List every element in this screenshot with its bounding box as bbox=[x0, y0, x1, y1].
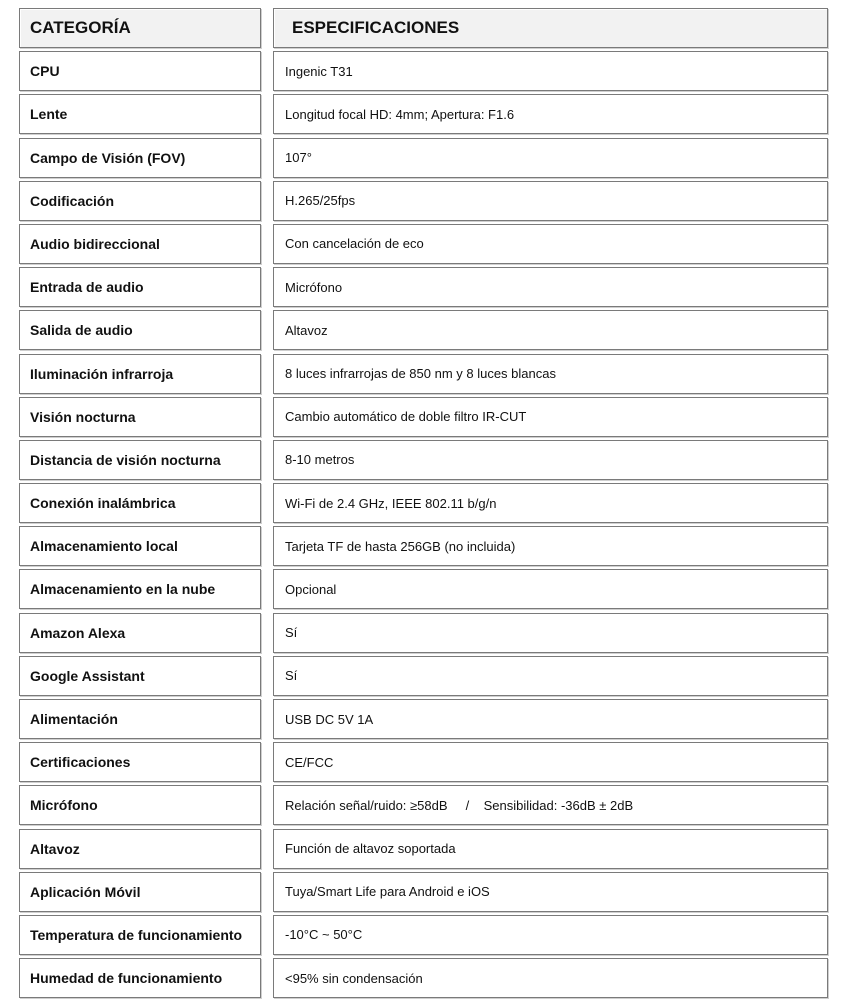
row-value: 8-10 metros bbox=[273, 440, 828, 480]
row-label: Certificaciones bbox=[19, 742, 261, 782]
row-label: Almacenamiento local bbox=[19, 526, 261, 566]
table-row bbox=[19, 440, 828, 480]
row-value: Función de altavoz soportada bbox=[273, 829, 828, 869]
table-header-row bbox=[19, 8, 828, 48]
row-value: Tarjeta TF de hasta 256GB (no incluida) bbox=[273, 526, 828, 566]
row-label: Distancia de visión nocturna bbox=[19, 440, 261, 480]
row-label: Codificación bbox=[19, 181, 261, 221]
table-row bbox=[19, 138, 828, 178]
row-label: Audio bidireccional bbox=[19, 224, 261, 264]
table-row bbox=[19, 785, 828, 825]
row-label: Humedad de funcionamiento bbox=[19, 958, 261, 998]
row-value: USB DC 5V 1A bbox=[273, 699, 828, 739]
table-row bbox=[19, 224, 828, 264]
row-value: CE/FCC bbox=[273, 742, 828, 782]
row-value: Opcional bbox=[273, 569, 828, 609]
row-label: Campo de Visión (FOV) bbox=[19, 138, 261, 178]
row-label: Entrada de audio bbox=[19, 267, 261, 307]
row-label: Micrófono bbox=[19, 785, 261, 825]
row-value: Sí bbox=[273, 656, 828, 696]
row-label: Salida de audio bbox=[19, 310, 261, 350]
table-row bbox=[19, 483, 828, 523]
table-row bbox=[19, 958, 828, 998]
table-row bbox=[19, 354, 828, 394]
row-label: Lente bbox=[19, 94, 261, 134]
row-label: Temperatura de funcionamiento bbox=[19, 915, 261, 955]
row-value: H.265/25fps bbox=[273, 181, 828, 221]
row-value: Cambio automático de doble filtro IR-CUT bbox=[273, 397, 828, 437]
row-label: Almacenamiento en la nube bbox=[19, 569, 261, 609]
row-value: 107° bbox=[273, 138, 828, 178]
table-row bbox=[19, 742, 828, 782]
row-value: 8 luces infrarrojas de 850 nm y 8 luces blancas bbox=[273, 354, 828, 394]
row-label: Google Assistant bbox=[19, 656, 261, 696]
table-row bbox=[19, 915, 828, 955]
table-row bbox=[19, 51, 828, 91]
row-label: Iluminación infrarroja bbox=[19, 354, 261, 394]
row-value: Tuya/Smart Life para Android e iOS bbox=[273, 872, 828, 912]
row-value: Altavoz bbox=[273, 310, 828, 350]
table-row bbox=[19, 872, 828, 912]
row-label: Altavoz bbox=[19, 829, 261, 869]
table-row bbox=[19, 656, 828, 696]
table-row bbox=[19, 699, 828, 739]
row-value: Longitud focal HD: 4mm; Apertura: F1.6 bbox=[273, 94, 828, 134]
header-specifications: ESPECIFICACIONES bbox=[273, 8, 828, 48]
row-label: Visión nocturna bbox=[19, 397, 261, 437]
row-label: Alimentación bbox=[19, 699, 261, 739]
row-label: Aplicación Móvil bbox=[19, 872, 261, 912]
table-row bbox=[19, 181, 828, 221]
table-row bbox=[19, 397, 828, 437]
header-category: CATEGORÍA bbox=[19, 8, 261, 48]
table-row bbox=[19, 94, 828, 134]
row-value: Con cancelación de eco bbox=[273, 224, 828, 264]
row-label: Amazon Alexa bbox=[19, 613, 261, 653]
table-row bbox=[19, 310, 828, 350]
spec-table bbox=[19, 8, 828, 1001]
row-value: -10°C ~ 50°C bbox=[273, 915, 828, 955]
table-row bbox=[19, 829, 828, 869]
row-value: Micrófono bbox=[273, 267, 828, 307]
row-value: Relación señal/ruido: ≥58dB / Sensibilidad: -36dB ± 2dB bbox=[273, 785, 828, 825]
table-row bbox=[19, 613, 828, 653]
row-value: Wi-Fi de 2.4 GHz, IEEE 802.11 b/g/n bbox=[273, 483, 828, 523]
row-value: Sí bbox=[273, 613, 828, 653]
table-row bbox=[19, 569, 828, 609]
row-label: CPU bbox=[19, 51, 261, 91]
row-value: <95% sin condensación bbox=[273, 958, 828, 998]
row-value: Ingenic T31 bbox=[273, 51, 828, 91]
table-row bbox=[19, 267, 828, 307]
row-label: Conexión inalámbrica bbox=[19, 483, 261, 523]
table-row bbox=[19, 526, 828, 566]
